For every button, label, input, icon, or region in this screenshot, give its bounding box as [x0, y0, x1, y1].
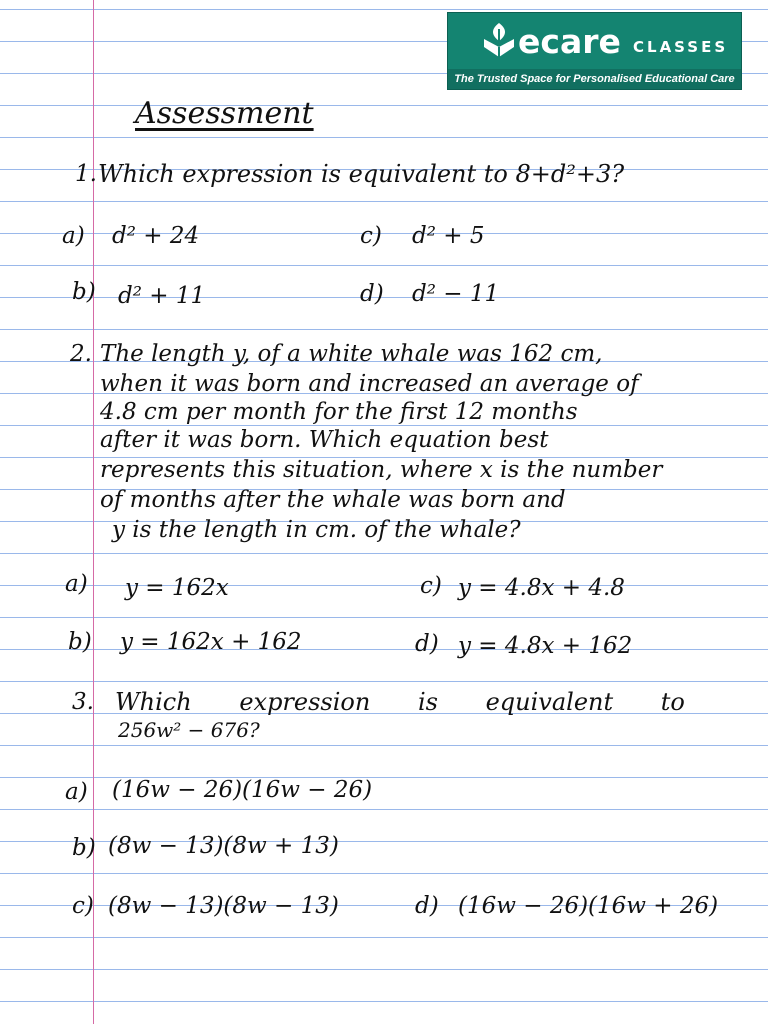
q2-option-a-text: y = 162x [125, 575, 229, 601]
q3-option-b-text: (8w − 13)(8w + 13) [108, 833, 339, 859]
q1-option-c-text: d² + 5 [412, 223, 485, 249]
q1-option-d-text: d² − 11 [412, 281, 500, 307]
q2-option-b-text: y = 162x + 162 [120, 629, 302, 655]
q2-option-a-label: a) [65, 571, 88, 597]
q2-option-b-label: b) [68, 629, 92, 655]
q1-option-b-text: d² + 11 [118, 283, 206, 309]
question-2-line: 4.8 cm per month for the first 12 months [100, 399, 578, 425]
page-title: Assessment [135, 96, 314, 131]
q3-option-d-label: d) [415, 893, 439, 919]
question-2-number: 2. [70, 341, 92, 367]
question-2-line: y is the length in cm. of the whale? [112, 517, 521, 543]
q2-option-d-label: d) [415, 631, 439, 657]
q3-option-a-label: a) [65, 779, 88, 805]
q1-option-d-label: d) [360, 281, 384, 307]
logo-brand-name: ecare [518, 22, 621, 61]
logo-brand-suffix: CLASSES [633, 38, 729, 56]
q3-option-c-label: c) [72, 893, 94, 919]
question-2-line: when it was born and increased an average of [100, 371, 639, 397]
question-3-line: 256w² − 676? [118, 718, 260, 742]
question-2-line: represents this situation, where x is the number [100, 457, 663, 483]
q3-option-b-label: b) [72, 835, 96, 861]
question-2-line: after it was born. Which equation best [100, 427, 549, 453]
question-3-line: Which expression is equivalent to [115, 688, 685, 716]
question-3-number: 3. [72, 689, 94, 715]
logo-tagline: The Trusted Space for Personalised Educational Care [448, 69, 741, 89]
q1-option-a-text: d² + 24 [112, 223, 200, 249]
question-2-line: of months after the whale was born and [100, 487, 566, 513]
question-2-line: The length y, of a white whale was 162 cm, [100, 341, 603, 367]
q1-option-c-label: c) [360, 223, 382, 249]
q2-option-d-text: y = 4.8x + 162 [458, 633, 633, 659]
q3-option-c-text: (8w − 13)(8w − 13) [108, 893, 339, 919]
question-1-text: Which expression is equivalent to 8+d²+3? [98, 160, 625, 188]
book-leaf-icon [481, 21, 517, 61]
q3-option-d-text: (16w − 26)(16w + 26) [458, 893, 719, 919]
margin-line [93, 0, 94, 1024]
q2-option-c-text: y = 4.8x + 4.8 [458, 575, 625, 601]
question-1-number: 1. [75, 161, 97, 187]
q1-option-b-label: b) [72, 279, 96, 305]
ecare-classes-logo [447, 12, 742, 90]
q2-option-c-label: c) [420, 573, 442, 599]
q3-option-a-text: (16w − 26)(16w − 26) [112, 777, 373, 803]
q1-option-a-label: a) [62, 223, 85, 249]
